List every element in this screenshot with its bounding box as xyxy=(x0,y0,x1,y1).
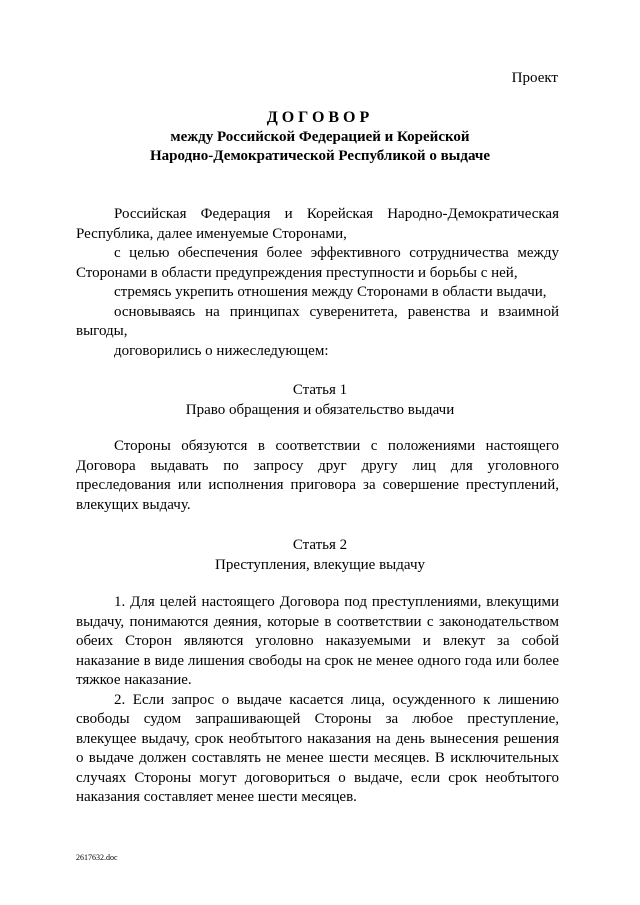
preamble-paragraph: стремясь укрепить отношения между Сторонами в области выдачи, xyxy=(114,284,547,300)
draft-label: Проект xyxy=(511,70,558,86)
article-2-paragraph-2: 2. Если запрос о выдаче касается лица, осужденного к лишению свободы судом запрашивающей Стороны за любое преступление, влекущее выдачу, срок необтытого наказания на день вынесения решения о выдаче должен составлять не менее шести месяцев. В исключительных случаях Стороны могут договориться о выдаче, если срок необтытого наказания составляет менее шести месяцев. xyxy=(76,691,559,805)
document-subtitle xyxy=(60,128,580,166)
preamble-paragraph: основываясь на принципах суверенитета, равенства и взаимной выгоды, xyxy=(76,303,559,339)
preamble-paragraph: с целью обеспечения более эффективного сотрудничества между Сторонами в области предупреждения преступности и борьбы с ней, xyxy=(76,245,559,281)
article-2-number: Статья 2 xyxy=(292,537,348,553)
preamble xyxy=(76,205,559,361)
subtitle-line-2: Народно-Демократической Республикой о выдаче xyxy=(150,148,490,164)
article-2-body xyxy=(76,593,559,808)
article-1-body xyxy=(76,437,559,515)
article-1-text: Стороны обязуются в соответствии с положениями настоящего Договора выдавать по запросу друг другу лиц для уголовного преследования или исполнения приговора за совершение преступлений, влекущих выдачу. xyxy=(76,438,559,513)
preamble-paragraph: договорились о нижеследующем: xyxy=(114,342,329,359)
document-title: ДОГОВОР xyxy=(266,109,374,126)
subtitle-line-1: между Российской Федерацией и Корейской xyxy=(170,129,470,145)
article-1-title: Право обращения и обязательство выдачи xyxy=(185,402,455,418)
preamble-paragraph: Российская Федерация и Корейская Народно-Демократическая Республика, далее именуемые Сторонами, xyxy=(76,206,559,242)
article-2-title: Преступления, влекущие выдачу xyxy=(215,557,425,573)
article-1-number: Статья 1 xyxy=(292,382,348,398)
footer-filename: 2617632.doc xyxy=(76,853,118,862)
article-2-paragraph-1: 1. Для целей настоящего Договора под преступлениями, влекущими выдачу, понимаются деяния, которые в соответствии с законодательством обеих Сторон являются уголовно наказуемыми и влекут за собой наказание в виде лишения свободы на срок не менее одного года или более тяжкое наказание. xyxy=(76,594,559,688)
